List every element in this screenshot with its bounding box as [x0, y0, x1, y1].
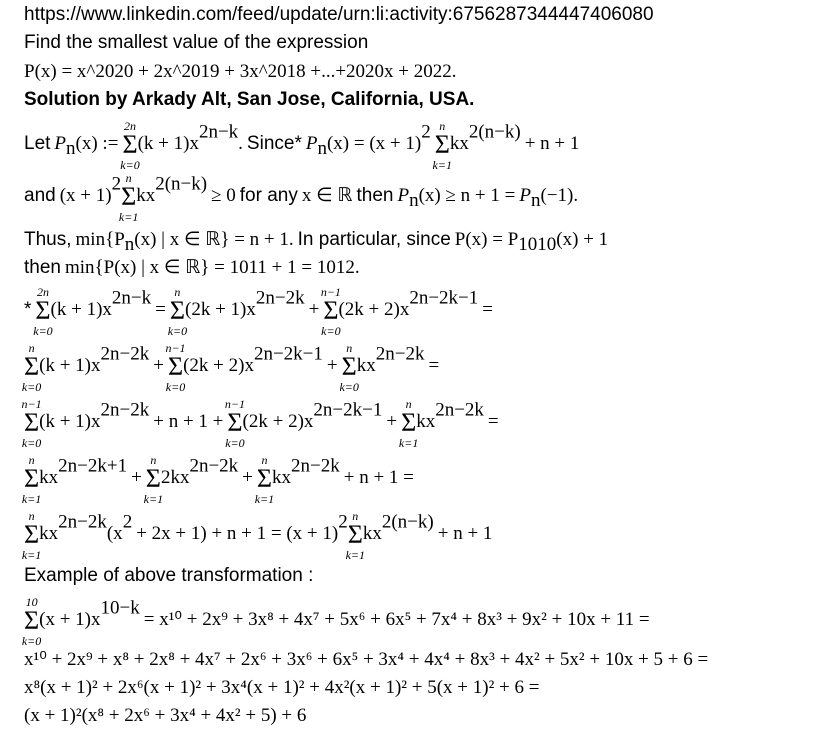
example-line-3: x⁸(x + 1)² + 2x⁶(x + 1)² + 3x⁴(x + 1)² + 4x²(x + 1)² + 5(x + 1)² + 6 =: [24, 677, 540, 698]
definition-line: Let $P_n(x)$ := Σ 2n k=0 $(k + 1)x^{2n-k}$. Since* $P_n(x) = (x + 1)^2$ Σ n k=1 $kx^{2(n-k)} + n + 1$: [24, 119, 580, 172]
sum-symbol: Σ n k=1: [118, 171, 139, 224]
conclusion-line: then min{P(x) | x ∈ ℝ} = 1011 + 1 = 1012.: [24, 257, 360, 278]
problem-expression: P(x) = x^2020 + 2x^2019 + 3x^2018 +...+2020x + 2022.: [24, 61, 457, 82]
source-url[interactable]: https://www.linkedin.com/feed/update/urn:li:activity:6756287344447406080: [24, 4, 654, 25]
transform-line-3: Σ n−1 k=0 $(k + 1)x^{2n-2k} + n + 1$ + Σ n−1 k=0 $(2k + 2)x^{2n-2k-1}$ + Σ n k=1 $kx^{2n-2k}$ =: [21, 397, 499, 450]
example-line-2: x¹⁰ + 2x⁹ + x⁸ + 2x⁸ + 4x⁷ + 2x⁶ + 3x⁶ + 6x⁵ + 3x⁴ + 4x⁴ + 8x³ + 4x² + 5x² + 10x + 5 + 6 =: [24, 649, 709, 670]
inequality-line: and $(x + 1)^2$ Σ n k=1 $kx^{2(n-k)} \ge 0$ for any x ∈ ℝ then $P_n(x) \ge n + 1 = P_n(-1)$.: [24, 171, 579, 224]
problem-statement: Find the smallest value of the expression: [24, 32, 369, 53]
thus-line: Thus, $\min\{P_n(x)$ | x ∈ ℝ} = n + 1. In particular, since $P(x) = P_{1010}(x) + 1$: [24, 229, 609, 255]
example-line-4: (x + 1)²(x⁸ + 2x⁶ + 3x⁴ + 4x² + 5) + 6: [24, 705, 307, 726]
example-label: Example of above transformation :: [24, 565, 314, 586]
p-symbol: P: [54, 133, 67, 154]
sum-symbol: Σ 2n k=0: [120, 119, 140, 172]
since-text: Since*: [246, 133, 302, 154]
example-line-1: Σ 10 k=0 $(x + 1)x^{10-k} = x^{10} + 2x^9 + 3x^8 + 4x^7 + 5x^6 + 6x^5 + 7x^4 + 8x^3 + 9x^2 + 10x + 11$ =: [21, 595, 650, 648]
transform-line-5: Σ n k=1 $kx^{2n-2k}(x^2 + 2x + 1) + n + 1 = (x + 1)^2$ Σ n k=1 $kx^{2(n-k)} + n + 1$: [21, 509, 493, 562]
transform-line-1: * Σ 2n k=0 $(k + 1)x^{2n-k}$ = Σ n k=0 $(2k + 1)x^{2n-2k}$ + Σ n−1 k=0 $(2k + 2)x^{2n-2k-1}$ =: [24, 285, 493, 338]
author-line: Solution by Arkady Alt, San Jose, California, USA.: [24, 89, 475, 110]
transform-line-2: Σ n k=0 $(k + 1)x^{2n-2k}$ + Σ n−1 k=0 $(2k + 2)x^{2n-2k-1}$ + Σ n k=0 $kx^{2n-2k}$ =: [21, 341, 440, 394]
footnote-marker: *: [24, 299, 32, 320]
let-text: Let: [24, 133, 51, 154]
sum-symbol: Σ n k=1: [432, 119, 452, 172]
transform-line-4: Σ n k=1 $kx^{2n-2k+1}$ + Σ n k=1 $2kx^{2n-2k}$ + Σ n k=1 $kx^{2n-2k} + n + 1$ =: [21, 453, 414, 506]
